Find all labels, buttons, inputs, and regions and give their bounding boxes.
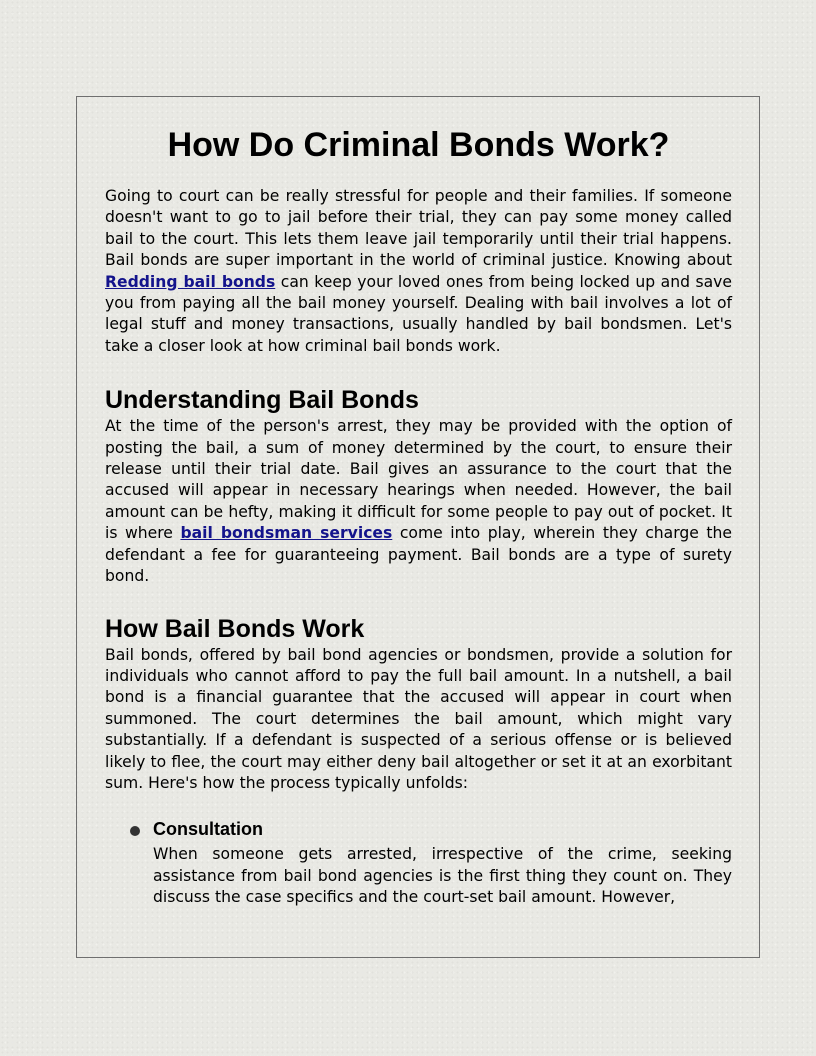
- intro-text-before: Going to court can be really stressful for people and their families. If someone doesn't want to go to jail before their trial, they can pay some money called bail to the court. This lets them leave jail temporarily until their trial happens. Bail bonds are super important in the world of criminal justice. Knowing about: [105, 187, 732, 270]
- step-title-consultation: Consultation: [153, 819, 263, 840]
- how-bail-bonds-work-heading: How Bail Bonds Work: [105, 614, 365, 643]
- page-title: How Do Criminal Bonds Work?: [167, 126, 670, 164]
- redding-bail-bonds-link[interactable]: Redding bail bonds: [105, 272, 276, 291]
- intro-paragraph: [105, 186, 732, 357]
- list-item: [153, 817, 732, 908]
- bullet-icon: [130, 826, 140, 836]
- understanding-text-after: come into play, wherein they charge the defendant a fee for guaranteeing payment. Bail bonds are a type of surety bond.: [105, 524, 732, 586]
- understanding-text-before: At the time of the person's arrest, they may be provided with the option of posting the bail, a sum of money determined by the court, to ensure their release until their trial date. Bail gives an assurance to the court that the accused will appear in necessary hearings when needed. However, the bail amount can be hefty, making it difficult for some people to pay out of pocket. It is where: [105, 417, 732, 543]
- how-it-works-paragraph: Bail bonds, offered by bail bond agencies or bondsmen, provide a solution for individuals who cannot afford to pay the full bail amount. In a nutshell, a bail bond is a financial guarantee that the accused will appear in court when summoned. The court determines the bail amount, which might vary substantially. If a defendant is suspected of a serious offense or is believed likely to flee, the court may either deny bail altogether or set it at an exorbitant sum. Here's how the process typically unfolds:: [105, 645, 732, 792]
- bail-bondsman-services-link[interactable]: bail bondsman services: [180, 524, 393, 543]
- intro-text-after: can keep your loved ones from being locked up and save you from paying all the bail money yourself. Dealing with bail involves a lot of legal stuff and money transactions, usually handled by bail bondsmen. Let's take a closer look at how criminal bail bonds work.: [105, 272, 732, 355]
- article: [105, 97, 732, 909]
- step-text-consultation: When someone gets arrested, irrespective of the crime, seeking assistance from bail bond agencies is the first thing they count on. They discuss the case specifics and the court-set bail amount. However,: [153, 845, 732, 907]
- process-steps-list: [105, 817, 732, 908]
- understanding-paragraph: [105, 416, 732, 587]
- page-frame: [76, 96, 760, 958]
- understanding-bail-bonds-heading: Understanding Bail Bonds: [105, 386, 419, 415]
